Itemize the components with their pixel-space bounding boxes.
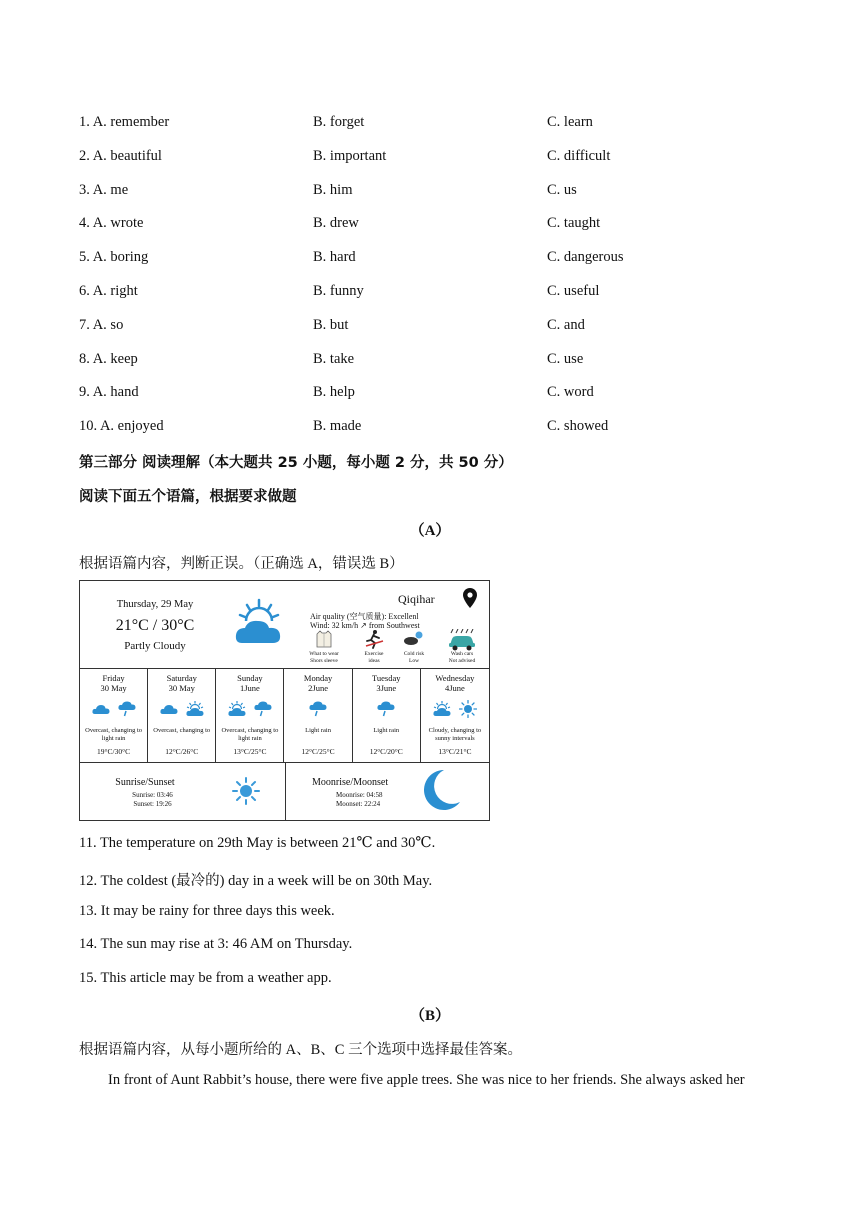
option-c: C. use (547, 350, 584, 367)
option-c: C. taught (547, 215, 601, 232)
sun-moon-panel (80, 763, 489, 820)
option-row (79, 148, 799, 172)
forecast-day (285, 669, 353, 762)
forecast-day (148, 669, 216, 762)
tip-item (438, 629, 486, 665)
option-c: C. useful (547, 283, 600, 299)
option-a: 3. A. me (79, 181, 129, 198)
sun-icon (232, 777, 260, 805)
option-a: 2. A. beautiful (79, 147, 162, 164)
forecast-day-name: Monday (303, 673, 333, 683)
option-row (79, 182, 799, 206)
moon-icon (422, 768, 462, 812)
car-wash-icon (438, 629, 486, 651)
forecast-icons (285, 699, 352, 723)
option-a: 4. A. wrote (79, 215, 144, 232)
today-temp: 21°C / 30°C (115, 617, 195, 634)
rain-icon (377, 701, 395, 722)
sun-cloud-icon (433, 701, 451, 722)
rain-icon (254, 701, 272, 722)
option-row (79, 351, 799, 375)
tip-label: Wash cars (450, 651, 474, 657)
option-b: B. funny (313, 283, 364, 299)
tip-item (304, 629, 344, 665)
forecast-date: 2June (308, 683, 328, 693)
option-b: B. but (313, 316, 349, 333)
forecast-day-name: Tuesday (371, 673, 401, 683)
sun-icon (459, 700, 477, 723)
question-item: 15. This article may be from a weather app. (79, 970, 332, 987)
moon-title: Moonrise/Moonset (312, 777, 389, 788)
forecast-day (216, 669, 284, 762)
moon-panel (286, 763, 489, 820)
forecast-day-name: Saturday (166, 673, 197, 683)
moonrise-time: Moonrise: 04:58 (336, 791, 383, 799)
forecast-date: 30 May (100, 683, 127, 693)
cloud-icon (160, 702, 178, 720)
sun-panel (80, 763, 286, 820)
forecast-day (421, 669, 489, 762)
option-c: C. learn (547, 114, 593, 130)
sunrise-time: Sunrise: 03:46 (132, 791, 173, 799)
option-a: 6. A. right (79, 283, 138, 299)
tip-label: What to wear (309, 651, 339, 657)
forecast-date: 4June (444, 683, 465, 693)
forecast-desc: Overcast, changing to light rain (221, 727, 279, 742)
option-b: B. take (313, 350, 355, 367)
weather-card (79, 580, 490, 821)
option-row (79, 418, 799, 442)
forecast-desc: Overcast, changing to light rain (85, 727, 142, 742)
forecast-icons (216, 699, 283, 723)
forecast-day (353, 669, 421, 762)
forecast-temp: 12°C/20°C (369, 747, 403, 756)
forecast-desc: Light rain (373, 727, 400, 734)
forecast-day-name: Wednesday (435, 673, 475, 683)
option-row (79, 114, 799, 138)
forecast-icons (80, 699, 147, 723)
tip-item (354, 629, 394, 665)
tip-item (394, 629, 434, 665)
section-b-label: （B） (409, 1008, 450, 1024)
option-b: B. help (313, 384, 355, 401)
forecast-icons (148, 699, 215, 723)
question-item: 11. The temperature on 29th May is between 21℃ and 30℃. (79, 835, 436, 851)
forecast-temp: 13°C/25°C (233, 747, 267, 756)
forecast-date: 1June (239, 683, 260, 693)
option-b: B. him (313, 181, 353, 198)
weather-today-panel (80, 581, 489, 669)
air-quality: Air quality (空气质量): Excellenl (310, 612, 419, 621)
today-date: Thursday, 29 May (116, 599, 194, 610)
today-desc: Partly Cloudy (124, 640, 186, 652)
option-b: B. drew (313, 215, 359, 232)
option-c: C. and (547, 316, 585, 333)
option-a: 10. A. enjoyed (79, 418, 164, 435)
city-name: Qiqihar (398, 592, 435, 606)
tip-label: Cold risk (403, 651, 425, 657)
section-a-instruction: 根据语篇内容，判断正误。（正确选 A，错误选 B） (79, 556, 404, 572)
option-row (79, 317, 799, 341)
wind-info: Wind: 32 km/h ↗ from Southwest (310, 621, 420, 630)
forecast-day-name: Sunday (237, 673, 263, 683)
section-a-label: （A） (409, 523, 451, 539)
section-b-paragraph: In front of Aunt Rabbit’s house, there were five apple trees. She was nice to her friends. She always asked her (108, 1072, 745, 1088)
forecast-icons (353, 699, 420, 723)
pill-icon (394, 629, 434, 651)
option-row (79, 215, 799, 239)
forecast-temp: 12°C/25°C (301, 747, 335, 756)
tip-value: Shors sleeve (310, 658, 338, 664)
tip-value: Not advised (448, 658, 476, 664)
forecast-desc: Cloudy, changing to sunny intervals (428, 727, 482, 742)
running-icon (354, 629, 394, 651)
option-c: C. us (547, 181, 577, 198)
part3-instruction: 阅读下面五个语篇，根据要求做题 (79, 489, 297, 505)
part3-title: 第三部分 阅读理解（本大题共 25 小题，每小题 2 分，共 50 分） (79, 455, 513, 471)
option-c: C. word (547, 384, 594, 401)
location-pin-icon (463, 588, 477, 608)
shirt-icon (304, 629, 344, 651)
moonset-time: Moonset: 22:24 (336, 800, 381, 808)
cloud-icon (92, 702, 110, 720)
forecast-temp: 19°C/30°C (97, 747, 131, 756)
option-a: 7. A. so (79, 316, 124, 333)
tip-value: ideas (368, 658, 380, 664)
forecast-day (80, 669, 148, 762)
option-row (79, 249, 799, 273)
rain-icon (309, 701, 327, 722)
sun-cloud-icon (186, 701, 204, 722)
sunset-time: Sunset: 19:26 (133, 800, 172, 808)
section-b-instruction: 根据语篇内容，从每小题所给的 A、B、C 三个选项中选择最佳答案。 (79, 1042, 523, 1058)
forecast-date: 3June (376, 683, 397, 693)
option-a: 1. A. remember (79, 114, 170, 130)
option-a: 8. A. keep (79, 350, 138, 367)
question-item: 12. The coldest (最冷的) day in a week will be on 30th May. (79, 872, 433, 889)
option-b: B. hard (313, 249, 356, 266)
rain-icon (118, 701, 136, 722)
option-c: C. dangerous (547, 249, 624, 266)
question-item: 14. The sun may rise at 3: 46 AM on Thursday. (79, 936, 353, 953)
option-row (79, 384, 799, 408)
forecast-row (80, 669, 489, 763)
forecast-date: 30 May (168, 683, 195, 693)
forecast-desc: Overcast, changing to (153, 727, 211, 734)
option-b: B. forget (313, 114, 365, 130)
tip-label: Exercise (364, 651, 384, 657)
option-b: B. made (313, 418, 362, 435)
sun-cloud-icon (228, 701, 246, 722)
option-c: C. difficult (547, 147, 611, 164)
question-item: 13. It may be rainy for three days this week. (79, 902, 335, 919)
option-a: 9. A. hand (79, 384, 139, 401)
forecast-temp: 13°C/21°C (438, 747, 472, 756)
forecast-temp: 12°C/26°C (165, 747, 199, 756)
option-a: 5. A. boring (79, 249, 149, 266)
sun-title: Sunrise/Sunset (115, 777, 175, 788)
forecast-day-name: Friday (102, 673, 125, 683)
forecast-icons (421, 699, 489, 723)
option-row (79, 283, 799, 307)
partly-cloudy-icon (234, 597, 284, 649)
option-c: C. showed (547, 418, 609, 435)
option-b: B. important (313, 147, 387, 164)
tip-value: Low (408, 658, 420, 664)
forecast-desc: Light rain (305, 727, 331, 734)
